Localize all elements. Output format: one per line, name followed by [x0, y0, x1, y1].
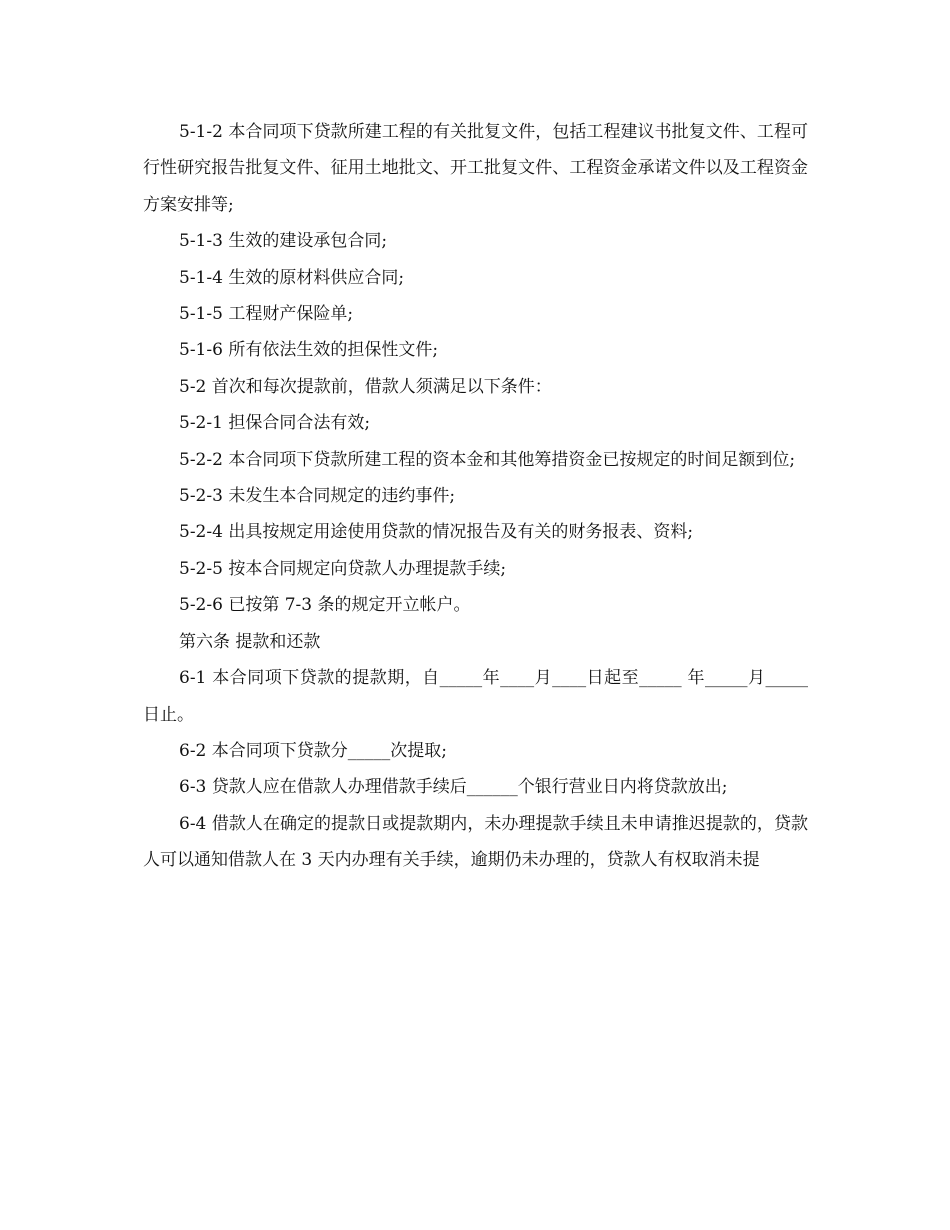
clause-5-2-6: 5-2-6 已按第 7-3 条的规定开立帐户。	[179, 595, 471, 616]
clause-5-2-3: 5-2-3 未发生本合同规定的违约事件;	[179, 486, 456, 507]
clause-5-1-3: 5-1-3 生效的建设承包合同;	[179, 231, 388, 252]
clause-5-2-2: 5-2-2 本合同项下贷款所建工程的资本金和其他筹措资金已按规定的时间足额到位;	[179, 449, 796, 470]
clause-5-1-5: 5-1-5 工程财产保险单;	[179, 304, 354, 325]
clause-5-1-4: 5-1-4 生效的原材料供应合同;	[179, 267, 405, 288]
clause-5-2-4: 5-2-4 出具按规定用途使用贷款的情况报告及有关的财务报表、资料;	[179, 522, 694, 543]
article-6-heading: 第六条 提款和还款	[179, 631, 321, 652]
document-page	[143, 114, 808, 879]
clause-5-2-5: 5-2-5 按本合同规定向贷款人办理提款手续;	[179, 558, 507, 579]
clause-5-1-6: 5-1-6 所有依法生效的担保性文件;	[179, 340, 439, 361]
clause-6-1: 6-1 本合同项下贷款的提款期，自_____年____月____日起至_____ 年_____月_____日止。	[143, 668, 808, 725]
clause-5-1-2: 5-1-2 本合同项下贷款所建工程的有关批复文件，包括工程建议书批复文件、工程可行性研究报告批复文件、征用土地批文、开工批复文件、工程资金承诺文件以及工程资金方案安排等;	[143, 122, 808, 215]
clause-5-2-1: 5-2-1 担保合同合法有效;	[179, 413, 371, 434]
clause-5-2: 5-2 首次和每次提款前，借款人须满足以下条件：	[179, 376, 552, 397]
clause-6-4: 6-4 借款人在确定的提款日或提款期内，未办理提款手续且未申请推迟提款的，贷款人可以通知借款人在 3 天内办理有关手续，逾期仍未办理的，贷款人有权取消未提	[143, 813, 808, 871]
clause-6-3: 6-3 贷款人应在借款人办理借款手续后______个银行营业日内将贷款放出;	[179, 777, 728, 798]
clause-6-2: 6-2 本合同项下贷款分_____次提取;	[179, 740, 448, 761]
